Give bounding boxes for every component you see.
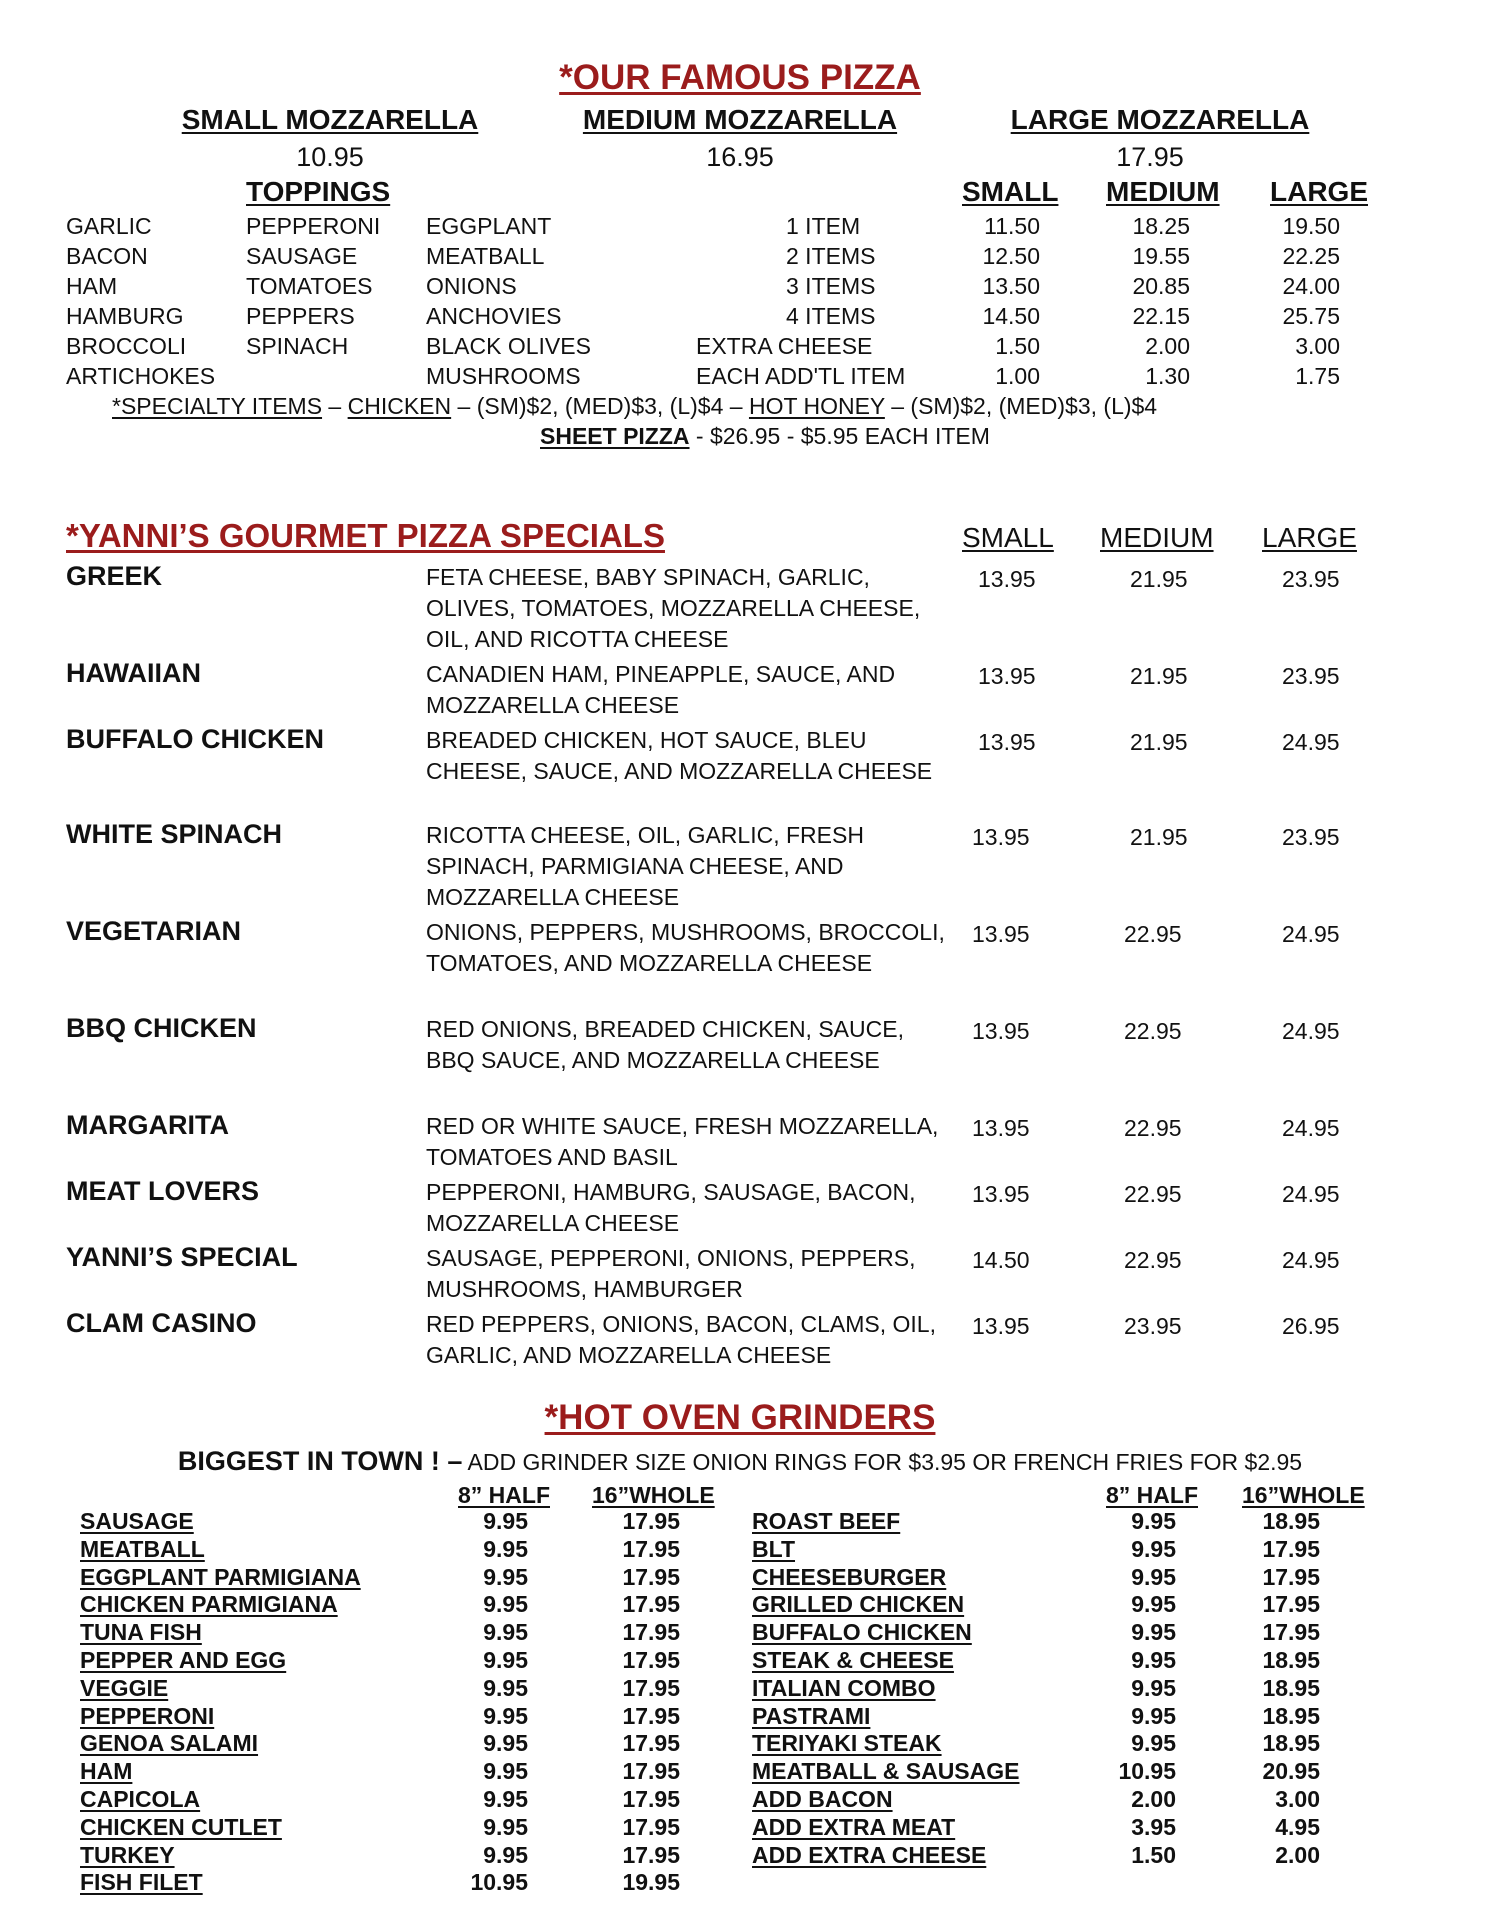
right-whole-header: 16”WHOLE xyxy=(1242,1482,1365,1508)
sheet-pizza-text: - $26.95 - $5.95 EACH ITEM xyxy=(689,423,990,449)
topping-item: BACON xyxy=(66,243,148,269)
grinder-whole-price: 17.95 xyxy=(1262,1535,1320,1562)
gourmet-price-small: 13.95 xyxy=(972,1181,1030,1207)
topping-item: MUSHROOMS xyxy=(426,363,581,389)
gourmet-small-header: SMALL xyxy=(962,522,1054,553)
grinder-whole-price: 17.95 xyxy=(622,1619,680,1646)
specialty-sep: – xyxy=(322,393,348,419)
price-medium: 18.25 xyxy=(1132,213,1190,239)
grinder-half-price: 3.95 xyxy=(1131,1813,1176,1840)
grinder-name: FISH FILET xyxy=(80,1869,203,1896)
specialty-chicken-prices: – (SM)$2, (MED)$3, (L)$4 – xyxy=(451,393,749,419)
grinder-name: CHICKEN PARMIGIANA xyxy=(80,1591,338,1618)
grinder-whole-price: 20.95 xyxy=(1262,1758,1320,1785)
grinder-name: MEATBALL xyxy=(80,1535,205,1562)
grinders-subtitle-rest: ADD GRINDER SIZE ONION RINGS FOR $3.95 OR FRENCH FRIES FOR $2.95 xyxy=(462,1449,1303,1475)
small-col-header: SMALL xyxy=(962,176,1059,207)
gourmet-price-large: 24.95 xyxy=(1282,1018,1340,1044)
gourmet-price-large: 23.95 xyxy=(1282,824,1340,850)
grinders-subtitle xyxy=(0,1446,1480,1477)
topping-item: BROCCOLI xyxy=(66,333,187,359)
grinder-name: TURKEY xyxy=(80,1841,175,1868)
left-half-header: 8” HALF xyxy=(458,1482,550,1508)
price-medium: 20.85 xyxy=(1132,273,1190,299)
price-large: 1.75 xyxy=(1295,363,1340,389)
grinder-name: ADD BACON xyxy=(752,1786,893,1812)
grinder-whole-price: 17.95 xyxy=(622,1508,680,1534)
price-row-label: 4 ITEMS xyxy=(786,303,876,329)
specialty-chicken: CHICKEN xyxy=(347,393,452,419)
gourmet-price-medium: 22.95 xyxy=(1124,1247,1182,1273)
topping-item: SPINACH xyxy=(246,333,349,359)
grinder-name: SAUSAGE xyxy=(80,1508,194,1534)
specialty-hot-honey: HOT HONEY xyxy=(748,393,885,419)
grinder-half-price: 9.95 xyxy=(483,1508,528,1534)
gourmet-item-desc: BREADED CHICKEN, HOT SAUCE, BLEU CHEESE, SAUCE, AND MOZZARELLA CHEESE xyxy=(426,727,933,784)
gourmet-price-small: 13.95 xyxy=(978,566,1036,592)
large-mozzarella-header: LARGE MOZZARELLA xyxy=(1010,104,1310,135)
grinder-half-price: 9.95 xyxy=(483,1758,528,1785)
price-small: 1.50 xyxy=(995,333,1040,359)
topping-item: EGGPLANT xyxy=(426,213,552,239)
gourmet-price-small: 13.95 xyxy=(978,729,1036,755)
topping-item: PEPPERS xyxy=(246,303,355,329)
grinder-name: PASTRAMI xyxy=(752,1702,871,1729)
grinder-half-price: 2.00 xyxy=(1131,1786,1176,1812)
topping-item: GARLIC xyxy=(66,213,152,239)
medium-col-header: MEDIUM xyxy=(1106,176,1220,207)
gourmet-price-medium: 21.95 xyxy=(1130,729,1188,755)
gourmet-price-large: 23.95 xyxy=(1282,566,1340,592)
topping-item: ANCHOVIES xyxy=(426,303,562,329)
gourmet-title: *YANNI’S GOURMET PIZZA SPECIALS xyxy=(66,517,665,554)
grinder-half-price: 9.95 xyxy=(1131,1563,1176,1590)
gourmet-price-large: 24.95 xyxy=(1282,1181,1340,1207)
grinder-whole-price: 18.95 xyxy=(1262,1508,1320,1534)
price-medium: 22.15 xyxy=(1132,303,1190,329)
specialty-items-line xyxy=(112,393,1157,420)
gourmet-item-name: BBQ CHICKEN xyxy=(66,1013,257,1043)
grinder-name: ITALIAN COMBO xyxy=(752,1674,936,1701)
price-large: 3.00 xyxy=(1295,333,1340,359)
gourmet-price-small: 14.50 xyxy=(972,1247,1030,1273)
gourmet-price-large: 24.95 xyxy=(1282,921,1340,947)
grinder-name: CAPICOLA xyxy=(80,1786,201,1812)
grinder-whole-price: 17.95 xyxy=(1262,1591,1320,1618)
grinder-half-price: 9.95 xyxy=(1131,1647,1176,1673)
gourmet-price-medium: 21.95 xyxy=(1130,824,1188,850)
grinder-half-price: 9.95 xyxy=(483,1563,528,1590)
gourmet-price-small: 13.95 xyxy=(972,921,1030,947)
price-large: 25.75 xyxy=(1282,303,1340,329)
grinder-whole-price: 19.95 xyxy=(622,1869,680,1896)
price-row-label: 3 ITEMS xyxy=(786,273,876,299)
grinder-half-price: 10.95 xyxy=(1118,1758,1176,1785)
grinder-whole-price: 17.95 xyxy=(622,1647,680,1673)
gourmet-price-medium: 23.95 xyxy=(1124,1313,1182,1339)
gourmet-price-large: 26.95 xyxy=(1282,1313,1340,1339)
grinder-whole-price: 17.95 xyxy=(622,1730,680,1757)
grinder-name: CHICKEN CUTLET xyxy=(80,1813,282,1840)
gourmet-item-name: HAWAIIAN xyxy=(66,658,201,688)
price-small: 11.50 xyxy=(984,213,1040,239)
grinder-whole-price: 2.00 xyxy=(1275,1841,1320,1868)
topping-item: MEATBALL xyxy=(426,243,545,269)
gourmet-item-name: GREEK xyxy=(66,561,163,591)
grinder-whole-price: 3.00 xyxy=(1275,1786,1320,1812)
grinder-name: BUFFALO CHICKEN xyxy=(752,1619,972,1646)
price-small: 14.50 xyxy=(982,303,1040,329)
grinder-half-price: 9.95 xyxy=(483,1841,528,1868)
left-whole-header: 16”WHOLE xyxy=(592,1482,715,1508)
large-mozzarella-price: 17.95 xyxy=(1116,142,1184,172)
gourmet-item-desc: RED ONIONS, BREADED CHICKEN, SAUCE, BBQ SAUCE, AND MOZZARELLA CHEESE xyxy=(426,1016,904,1073)
specialty-honey-prices: – (SM)$2, (MED)$3, (L)$4 xyxy=(884,393,1158,419)
gourmet-item-desc: FETA CHEESE, BABY SPINACH, GARLIC, OLIVES, TOMATOES, MOZZARELLA CHEESE, OIL, AND RICOTTA CHEESE xyxy=(426,564,921,652)
grinder-name: STEAK & CHEESE xyxy=(752,1647,954,1673)
small-mozzarella-header: SMALL MOZZARELLA xyxy=(181,104,479,135)
gourmet-price-small: 13.95 xyxy=(978,663,1036,689)
grinder-whole-price: 17.95 xyxy=(622,1563,680,1590)
gourmet-price-medium: 22.95 xyxy=(1124,1115,1182,1141)
grinder-name: TERIYAKI STEAK xyxy=(752,1730,942,1757)
gourmet-medium-header: MEDIUM xyxy=(1100,522,1214,553)
grinder-half-price: 9.95 xyxy=(1131,1619,1176,1646)
grinder-half-price: 9.95 xyxy=(483,1702,528,1729)
grinder-half-price: 9.95 xyxy=(483,1647,528,1673)
gourmet-price-small: 13.95 xyxy=(972,1018,1030,1044)
grinder-half-price: 9.95 xyxy=(483,1730,528,1757)
grinder-name: TUNA FISH xyxy=(80,1619,202,1646)
gourmet-price-medium: 22.95 xyxy=(1124,1181,1182,1207)
grinder-whole-price: 17.95 xyxy=(622,1674,680,1701)
topping-item: SAUSAGE xyxy=(246,243,358,269)
grinder-name: VEGGIE xyxy=(80,1674,169,1701)
grinder-half-price: 9.95 xyxy=(1131,1508,1176,1534)
grinder-name: MEATBALL & SAUSAGE xyxy=(752,1758,1020,1785)
gourmet-price-large: 24.95 xyxy=(1282,1247,1340,1273)
grinder-half-price: 9.95 xyxy=(1131,1591,1176,1618)
grinder-name: EGGPLANT PARMIGIANA xyxy=(80,1563,361,1590)
grinder-name: CHEESEBURGER xyxy=(752,1563,947,1590)
grinder-half-price: 9.95 xyxy=(1131,1702,1176,1729)
topping-item: ARTICHOKES xyxy=(66,363,216,389)
grinder-name: GENOA SALAMI xyxy=(80,1730,259,1757)
topping-item: HAMBURG xyxy=(66,303,184,329)
gourmet-price-medium: 21.95 xyxy=(1130,566,1188,592)
sheet-pizza-line xyxy=(540,423,990,450)
grinder-whole-price: 18.95 xyxy=(1262,1730,1320,1757)
price-row-label: 2 ITEMS xyxy=(786,243,876,269)
toppings-header: TOPPINGS xyxy=(246,176,391,207)
grinder-half-price: 9.95 xyxy=(483,1813,528,1840)
gourmet-item-name: WHITE SPINACH xyxy=(66,819,282,849)
grinder-half-price: 9.95 xyxy=(483,1674,528,1701)
gourmet-item-desc: ONIONS, PEPPERS, MUSHROOMS, BROCCOLI, TOMATOES, AND MOZZARELLA CHEESE xyxy=(426,919,945,976)
gourmet-price-medium: 21.95 xyxy=(1130,663,1188,689)
gourmet-price-small: 13.95 xyxy=(972,1115,1030,1141)
gourmet-item-name: VEGETARIAN xyxy=(66,916,242,946)
price-row-label: 1 ITEM xyxy=(786,213,861,239)
price-medium: 1.30 xyxy=(1145,363,1190,389)
grinder-name: HAM xyxy=(80,1758,133,1785)
gourmet-price-large: 24.95 xyxy=(1282,729,1340,755)
price-small: 12.50 xyxy=(982,243,1040,269)
price-row-label: EXTRA CHEESE xyxy=(696,333,873,359)
grinder-whole-price: 18.95 xyxy=(1262,1647,1320,1673)
right-half-header: 8” HALF xyxy=(1106,1482,1198,1508)
grinder-half-price: 9.95 xyxy=(483,1786,528,1812)
gourmet-large-header: LARGE xyxy=(1262,522,1357,553)
topping-item: ONIONS xyxy=(426,273,517,299)
grinder-name: PEPPERONI xyxy=(80,1702,215,1729)
grinder-half-price: 9.95 xyxy=(1131,1730,1176,1757)
grinder-half-price: 9.95 xyxy=(1131,1535,1176,1562)
gourmet-item-desc: RICOTTA CHEESE, OIL, GARLIC, FRESH SPINACH, PARMIGIANA CHEESE, AND MOZZARELLA CHEESE xyxy=(426,822,864,910)
gourmet-price-small: 13.95 xyxy=(972,824,1030,850)
gourmet-item-name: CLAM CASINO xyxy=(66,1308,257,1338)
grinder-name: GRILLED CHICKEN xyxy=(752,1591,965,1618)
price-row-label: EACH ADD'TL ITEM xyxy=(696,363,906,389)
grinder-whole-price: 17.95 xyxy=(1262,1619,1320,1646)
grinder-half-price: 9.95 xyxy=(483,1619,528,1646)
grinder-name: BLT xyxy=(752,1535,796,1562)
grinder-half-price: 1.50 xyxy=(1131,1841,1176,1868)
gourmet-price-small: 13.95 xyxy=(972,1313,1030,1339)
topping-item: BLACK OLIVES xyxy=(426,333,591,359)
topping-item: TOMATOES xyxy=(246,273,373,299)
price-small: 13.50 xyxy=(982,273,1040,299)
price-medium: 19.55 xyxy=(1132,243,1190,269)
gourmet-price-large: 23.95 xyxy=(1282,663,1340,689)
medium-mozzarella-price: 16.95 xyxy=(706,142,774,172)
grinder-whole-price: 17.95 xyxy=(622,1841,680,1868)
price-large: 19.50 xyxy=(1282,213,1340,239)
gourmet-item-desc: CANADIEN HAM, PINEAPPLE, SAUCE, AND MOZZARELLA CHEESE xyxy=(426,661,896,718)
grinder-half-price: 9.95 xyxy=(483,1591,528,1618)
gourmet-price-medium: 22.95 xyxy=(1124,1018,1182,1044)
grinder-name: ROAST BEEF xyxy=(752,1508,901,1534)
grinders-subtitle-bold: BIGGEST IN TOWN ! – xyxy=(177,1446,463,1476)
grinder-whole-price: 17.95 xyxy=(622,1702,680,1729)
grinders-title: *HOT OVEN GRINDERS xyxy=(544,1398,936,1437)
sheet-pizza-label: SHEET PIZZA xyxy=(540,423,690,449)
grinder-name: ADD EXTRA CHEESE xyxy=(752,1841,987,1868)
grinder-whole-price: 17.95 xyxy=(622,1786,680,1812)
gourmet-item-name: YANNI’S SPECIAL xyxy=(66,1242,298,1272)
price-small: 1.00 xyxy=(995,363,1040,389)
gourmet-item-name: BUFFALO CHICKEN xyxy=(66,724,324,754)
grinder-whole-price: 17.95 xyxy=(622,1758,680,1785)
pizza-title: *OUR FAMOUS PIZZA xyxy=(559,58,921,97)
gourmet-item-desc: PEPPERONI, HAMBURG, SAUSAGE, BACON, MOZZARELLA CHEESE xyxy=(426,1179,916,1236)
grinder-whole-price: 18.95 xyxy=(1262,1702,1320,1729)
medium-mozzarella-header: MEDIUM MOZZARELLA xyxy=(582,104,898,135)
grinder-whole-price: 17.95 xyxy=(622,1591,680,1618)
small-mozzarella-price: 10.95 xyxy=(296,142,364,172)
large-col-header: LARGE xyxy=(1270,176,1368,207)
gourmet-price-medium: 22.95 xyxy=(1124,921,1182,947)
grinder-whole-price: 17.95 xyxy=(1262,1563,1320,1590)
grinder-name: PEPPER AND EGG xyxy=(80,1647,287,1673)
topping-item: HAM xyxy=(66,273,118,299)
gourmet-item-name: MARGARITA xyxy=(66,1110,229,1140)
grinder-half-price: 10.95 xyxy=(470,1869,528,1896)
gourmet-item-desc: SAUSAGE, PEPPERONI, ONIONS, PEPPERS, MUSHROOMS, HAMBURGER xyxy=(426,1245,916,1302)
specialty-label: *SPECIALTY ITEMS xyxy=(112,393,323,419)
grinder-whole-price: 17.95 xyxy=(622,1535,680,1562)
grinder-whole-price: 4.95 xyxy=(1275,1813,1320,1840)
grinder-whole-price: 17.95 xyxy=(622,1813,680,1840)
grinder-name: ADD EXTRA MEAT xyxy=(752,1813,956,1840)
grinder-half-price: 9.95 xyxy=(483,1535,528,1562)
gourmet-item-desc: RED PEPPERS, ONIONS, BACON, CLAMS, OIL, GARLIC, AND MOZZARELLA CHEESE xyxy=(426,1311,936,1368)
topping-item: PEPPERONI xyxy=(246,213,381,239)
grinder-whole-price: 18.95 xyxy=(1262,1674,1320,1701)
price-large: 24.00 xyxy=(1282,273,1340,299)
gourmet-item-name: MEAT LOVERS xyxy=(66,1176,260,1206)
price-medium: 2.00 xyxy=(1145,333,1190,359)
grinder-half-price: 9.95 xyxy=(1131,1674,1176,1701)
gourmet-item-desc: RED OR WHITE SAUCE, FRESH MOZZARELLA, TOMATOES AND BASIL xyxy=(426,1113,939,1170)
price-large: 22.25 xyxy=(1282,243,1340,269)
gourmet-price-large: 24.95 xyxy=(1282,1115,1340,1141)
